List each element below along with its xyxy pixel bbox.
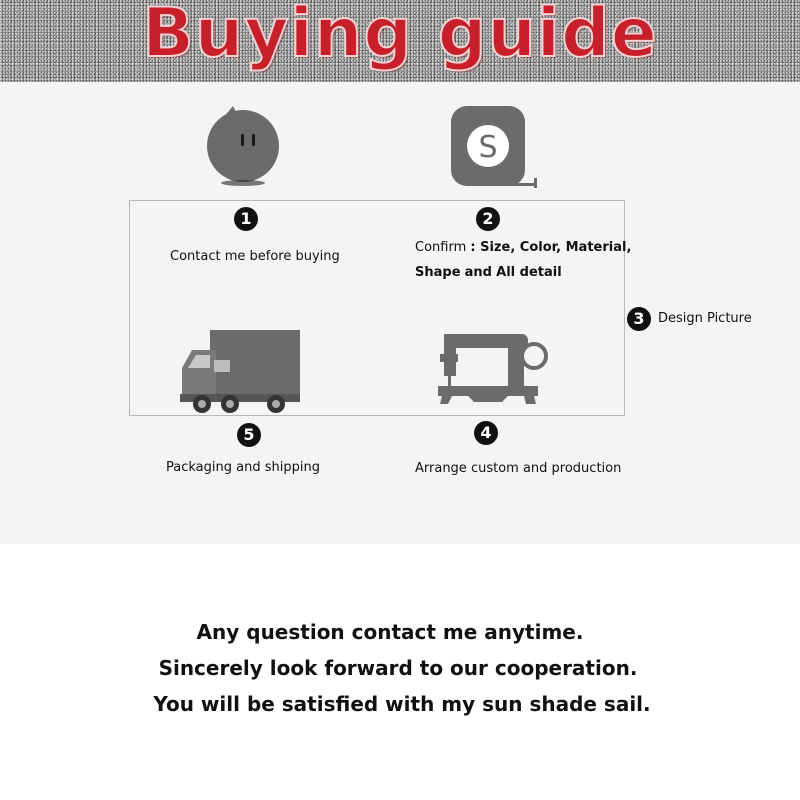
sewing-machine-icon (438, 330, 552, 406)
step-4-label: Arrange custom and production (415, 461, 622, 476)
svg-text:S: S (478, 130, 498, 165)
footer-line-2: Sincerely look forward to our cooperation. (158, 656, 638, 680)
page-title: Buying guide (142, 0, 658, 73)
step-3-number: 3 (627, 307, 651, 331)
step-2-number: 2 (476, 207, 500, 231)
step-2-confirm: Confirm (415, 240, 467, 255)
step-2-label-line1 (415, 240, 631, 255)
step-3-label: Design Picture (658, 311, 752, 326)
step-2-attributes: : Size, Color, Material, (470, 240, 632, 255)
step-4-number: 4 (474, 421, 498, 445)
delivery-truck-icon (178, 328, 302, 416)
footer-line-1: Any question contact me anytime. (196, 620, 584, 644)
step-2-and: and (464, 265, 492, 280)
step-1-label: Contact me before buying (170, 249, 340, 264)
step-2-label-line2 (415, 265, 562, 280)
step-2-all-detail: All detail (496, 265, 562, 280)
chat-bubble-icon (205, 104, 283, 186)
step-2-shape: Shape (415, 265, 461, 280)
step-5-label: Packaging and shipping (166, 460, 320, 475)
step-5-number: 5 (237, 423, 261, 447)
header-banner (0, 0, 800, 82)
footer-line-3: You will be satisfied with my sun shade sail. (153, 692, 651, 716)
tape-measure-icon (449, 104, 541, 190)
step-1-number: 1 (234, 207, 258, 231)
